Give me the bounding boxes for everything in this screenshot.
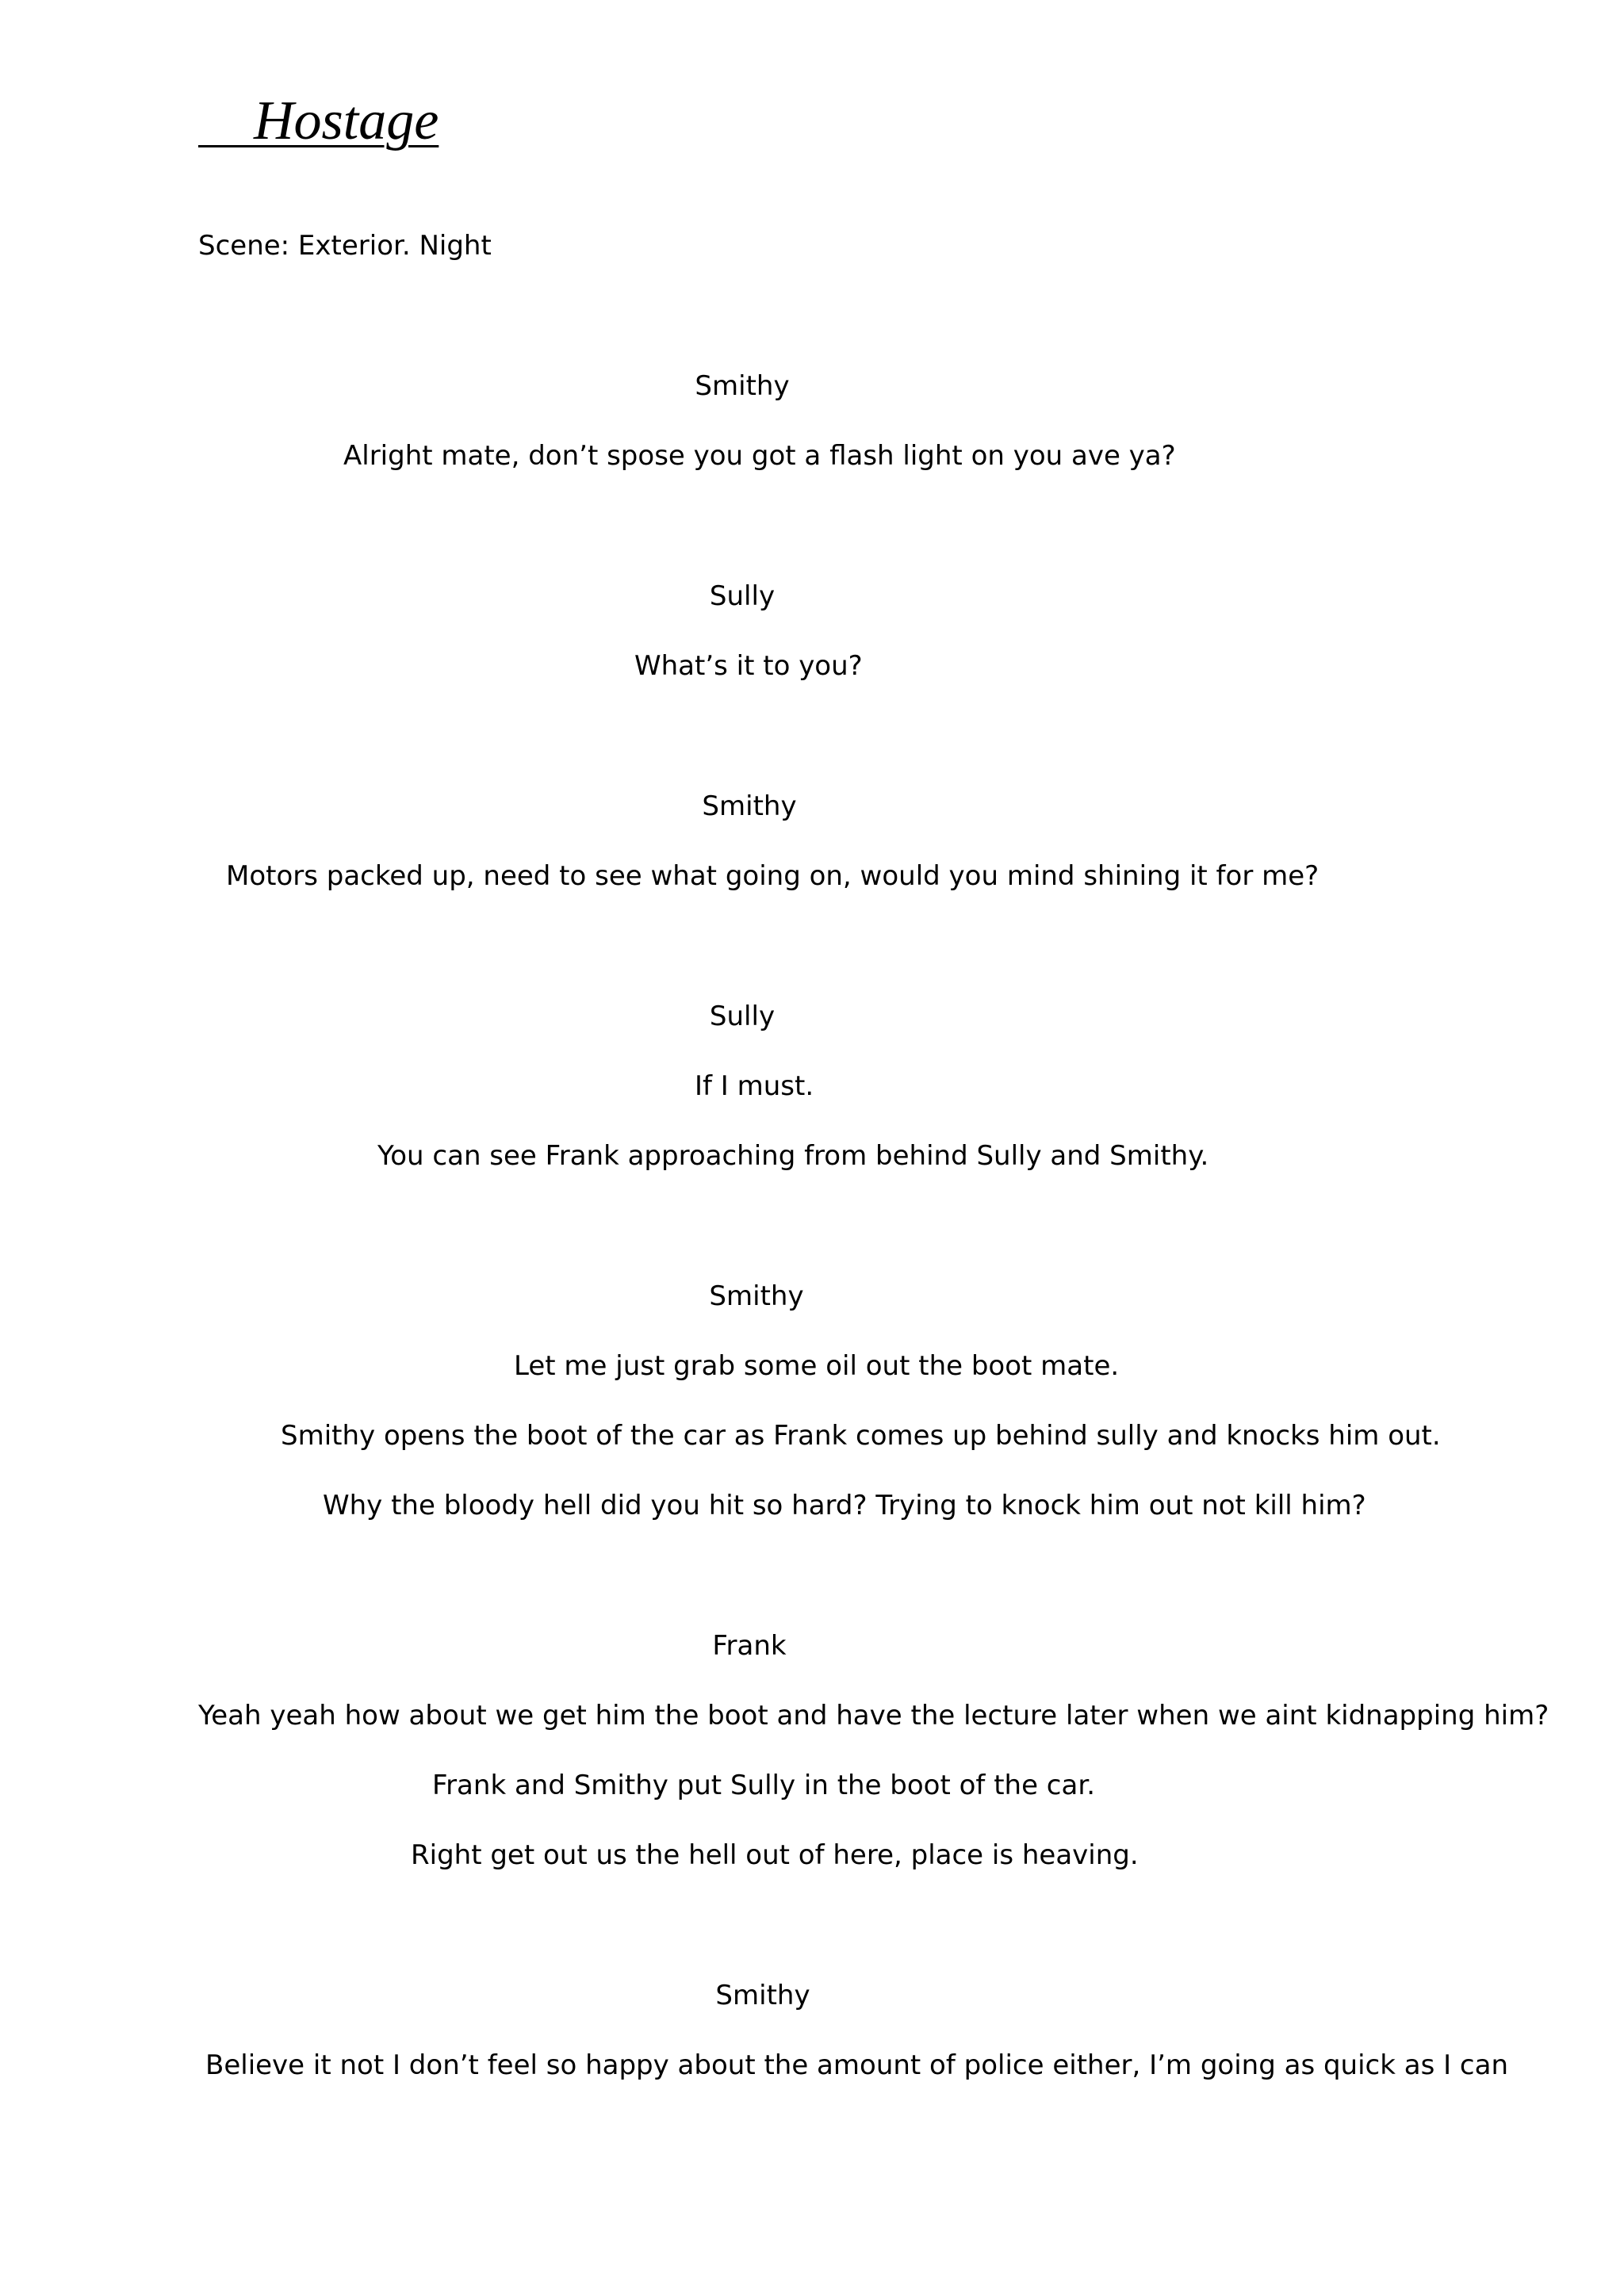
speaker-name: Smithy — [695, 370, 790, 402]
dialogue-line: If I must. — [695, 1070, 814, 1102]
dialogue-line: Yeah yeah how about we get him the boot and have the lecture later when we aint kidnapping him? — [198, 1700, 1549, 1732]
speaker-name: Sully — [709, 580, 776, 612]
dialogue-line: What’s it to you? — [634, 650, 863, 682]
speaker-name: Smithy — [715, 1980, 810, 2011]
speaker-name: Frank — [712, 1630, 787, 1662]
dialogue-line: Alright mate, don’t spose you got a flash light on you ave ya? — [343, 440, 1176, 472]
action-line: You can see Frank approaching from behind Sully and Smithy. — [377, 1140, 1209, 1172]
dialogue-line: Why the bloody hell did you hit so hard? Trying to knock him out not kill him? — [323, 1490, 1366, 1521]
action-line: Frank and Smithy put Sully in the boot of the car. — [432, 1770, 1096, 1801]
speaker-name: Sully — [709, 1001, 776, 1032]
action-line: Smithy opens the boot of the car as Frank comes up behind sully and knocks him out. — [281, 1420, 1441, 1452]
dialogue-line: Right get out us the hell out of here, place is heaving. — [411, 1839, 1139, 1871]
script-title: Hostage — [198, 90, 439, 151]
dialogue-line: Motors packed up, need to see what going on, would you mind shining it for me? — [226, 860, 1320, 892]
dialogue-line: Let me just grab some oil out the boot mate. — [514, 1350, 1120, 1382]
speaker-name: Smithy — [702, 790, 797, 822]
dialogue-line: Believe it not I don’t feel so happy about the amount of police either, I’m going as quick as I can — [205, 2049, 1509, 2081]
speaker-name: Smithy — [709, 1280, 804, 1312]
scene-heading: Scene: Exterior. Night — [198, 230, 492, 262]
